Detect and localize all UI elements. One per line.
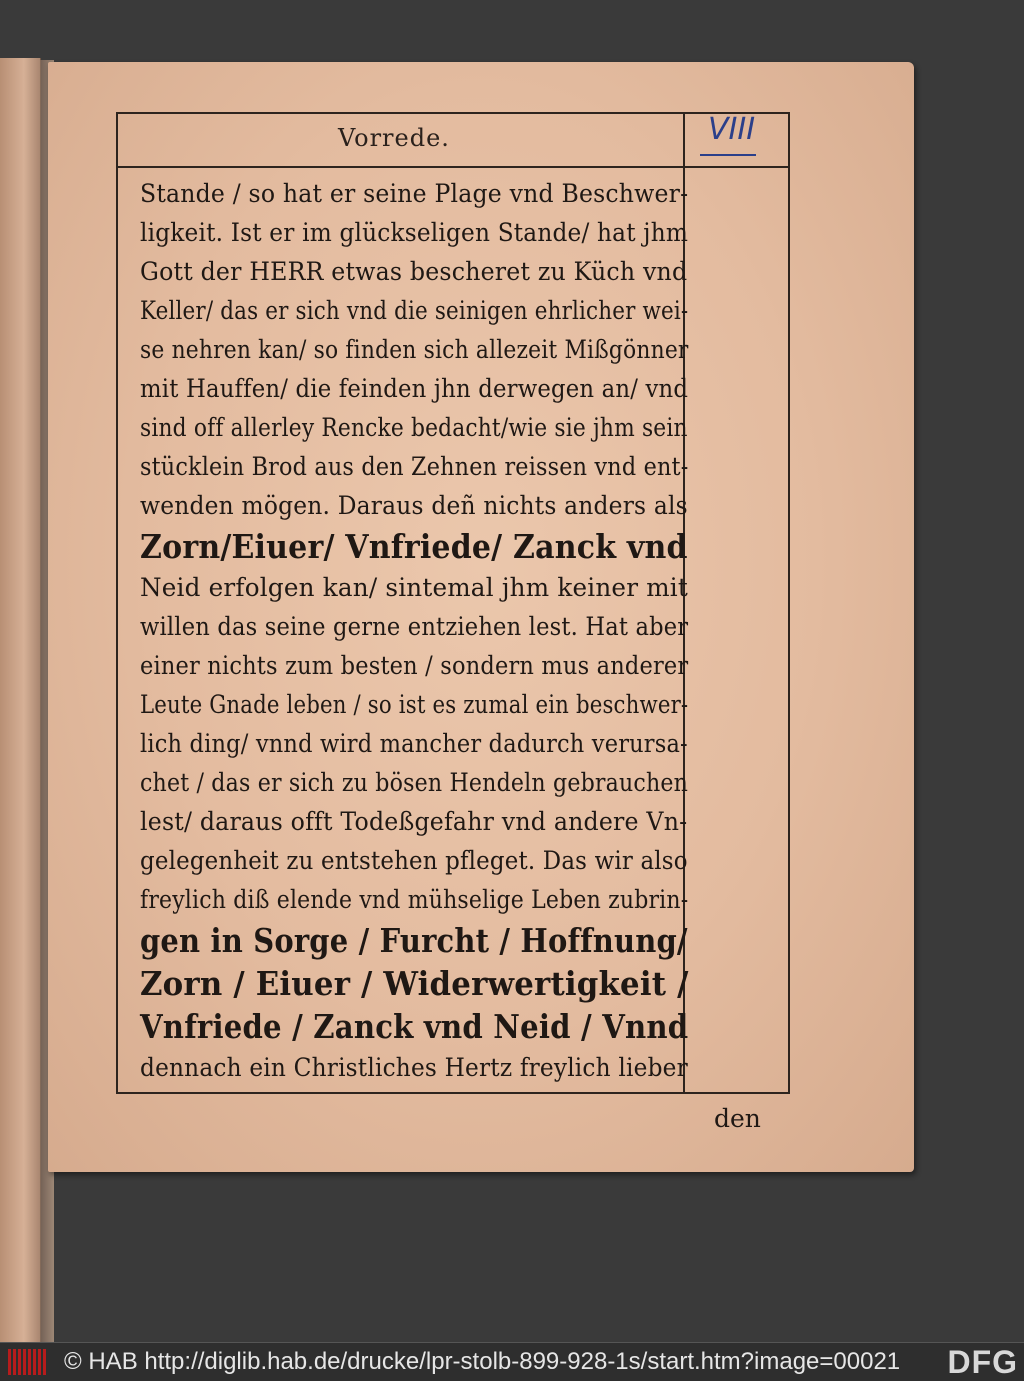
body-text (140, 174, 688, 1087)
text-line: chet / das er sich zu bösen Hendeln gebrauchen (140, 768, 689, 797)
header-rule (118, 166, 788, 168)
text-line: mit Hauffen/ die feinden jhn derwegen an/ vnd (140, 374, 689, 403)
left-page-edge (0, 58, 41, 1342)
text-line: lest/ daraus offt Todeßgefahr vnd andere Vn- (140, 807, 688, 836)
text-line: gen in Sorge / Furcht / Hoffnung/ (140, 921, 688, 960)
text-line: Leute Gnade leben / so ist es zumal ein beschwer- (140, 690, 689, 719)
viewer-footer (0, 1342, 1024, 1381)
text-line: ligkeit. Ist er im glückseligen Stande/ hat jhm (140, 218, 689, 247)
text-line: Keller/ das er sich vnd die seinigen ehrlicher wei- (140, 296, 689, 325)
catchword: den (714, 1104, 761, 1133)
folio-underline (700, 154, 756, 156)
text-line: lich ding/ vnnd wird mancher dadurch verursa- (140, 729, 688, 758)
text-line: sind off allerley Rencke bedacht/wie sie jhm sein (140, 413, 688, 442)
text-line: wenden mögen. Daraus deñ nichts anders als (140, 491, 688, 520)
text-line: Neid erfolgen kan/ sintemal jhm keiner mit (140, 573, 688, 602)
copyright-url[interactable]: © HAB http://diglib.hab.de/drucke/lpr-stolb-899-928-1s/start.htm?image=00021 (64, 1348, 901, 1375)
text-line: Zorn/Eiuer/ Vnfriede/ Zanck vnd (140, 527, 688, 566)
text-line: freylich diß elende vnd mühselige Leben zubrin- (140, 885, 689, 914)
hab-logo-icon[interactable] (8, 1349, 50, 1375)
text-line: Vnfriede / Zanck vnd Neid / Vnnd (140, 1007, 689, 1046)
text-line: Gott der HERR etwas bescheret zu Küch vnd (140, 257, 688, 286)
folio-number: VIII (708, 112, 756, 147)
running-head: Vorrede. (338, 124, 450, 152)
text-line: willen das seine gerne entziehen lest. Hat aber (140, 612, 689, 641)
text-line: Zorn / Eiuer / Widerwertigkeit / (140, 964, 689, 1003)
text-line: dennach ein Christliches Hertz freylich lieber (140, 1053, 688, 1082)
text-line: gelegenheit zu entstehen pfleget. Das wir also (140, 846, 688, 875)
text-line: einer nichts zum besten / sondern mus anderer (140, 651, 689, 680)
scanned-page (48, 62, 914, 1172)
text-line: Stande / so hat er seine Plage vnd Beschwer- (140, 179, 689, 208)
dfg-logo[interactable]: DFG (947, 1344, 1018, 1380)
text-line: se nehren kan/ so finden sich allezeit Mißgönner (140, 335, 689, 364)
text-line: stücklein Brod aus den Zehnen reissen vnd ent- (140, 452, 689, 481)
